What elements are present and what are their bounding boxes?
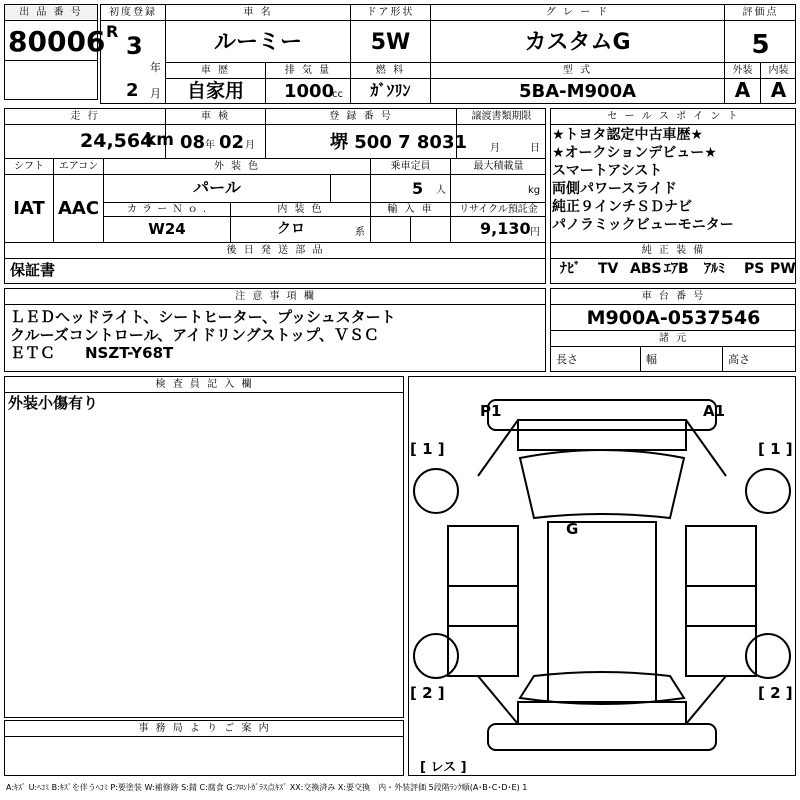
left-body-upper [448, 526, 518, 586]
plate-label: 登 録 番 号 [329, 111, 393, 122]
first-reg-year: 3 [126, 32, 143, 60]
car-diagram [408, 376, 796, 776]
label-right-1: [ 1 ] [758, 440, 793, 458]
label-a1: A1 [703, 402, 726, 420]
fuel-label: 燃 料 [375, 65, 406, 76]
windshield [520, 450, 684, 518]
equipment-item: ｴｱB [664, 261, 689, 277]
int-grade: A [770, 78, 787, 102]
front-bumper [488, 400, 716, 430]
label-right-2: [ 2 ] [758, 684, 793, 702]
wheel-rear-right [746, 634, 790, 678]
label-p1: P1 [480, 402, 502, 420]
history-label: 車 歴 [200, 65, 231, 76]
score-label: 評価点 [742, 7, 779, 18]
sales-point: 純正９インチＳＤナビ [552, 199, 692, 215]
width-label: 幅 [646, 353, 657, 366]
color-no: W24 [148, 220, 186, 238]
shift-label: シフト [14, 161, 44, 172]
notes-line: ＬＥＤヘッドライト、シートヒーター、プッシュスタート [10, 308, 396, 326]
legend: A:ｷｽﾞ U:ﾍｺﾐ B:ｷｽﾞを伴うﾍｺﾐ P:要塗装 W:補修跡 S:錆 C:腐食 G:ﾌﾛﾝﾄｶﾞﾗｽ点ｷｽﾞ XX:交換済み X:要交換 内・外装評価 5段階ﾗﾝｸ順(A･B･C･D･E) 1 [6, 783, 528, 792]
inspection-year: 08 [180, 132, 206, 153]
era: R [106, 22, 119, 41]
label-g: G [566, 520, 579, 538]
lot-number: 80006 [8, 25, 106, 58]
car-name: ルーミー [213, 30, 302, 55]
inspector-label: 検 査 員 記 入 欄 [155, 379, 254, 390]
notes-line: ＥＴＣ NSZT-Y68T [10, 344, 174, 362]
dims-label: 諸 元 [658, 333, 689, 344]
rear-window [520, 672, 684, 704]
wheel-front-left [414, 469, 458, 513]
lot-label: 出 品 番 号 [5, 6, 97, 19]
month-unit: 月 [150, 87, 161, 100]
right-body-lower [686, 586, 756, 626]
ext-color-label: 外 装 色 [213, 161, 261, 172]
roof [548, 522, 656, 702]
inspection-label: 車 検 [200, 111, 231, 122]
height-label: 高さ [728, 353, 750, 366]
office-label: 事 務 局 よ り ご 案 内 [138, 723, 271, 734]
equipment-item: ABS [630, 261, 662, 277]
ac-label: エアコン [58, 161, 99, 172]
capacity-label: 乗車定員 [390, 161, 431, 172]
year-unit: 年 [150, 61, 161, 74]
displacement-unit: cc [332, 89, 343, 100]
sales-point: ★オークションデビュー★ [552, 145, 717, 161]
load-label: 最大積載量 [473, 161, 524, 172]
shift: IAT [13, 198, 45, 219]
later-parts: 保証書 [10, 261, 56, 279]
mileage: 24,564 [80, 130, 154, 152]
sales-point: ★トヨタ認定中古車歴★ [552, 127, 704, 143]
hood [518, 420, 686, 450]
rear-hatch [518, 702, 686, 724]
recycle-unit: 円 [530, 227, 540, 238]
door-type: 5W [370, 30, 411, 55]
wheel-front-right [746, 469, 790, 513]
notes-label: 注 意 事 項 欄 [235, 291, 316, 302]
displacement: 1000 [284, 81, 335, 102]
recycle-fee: 9,130 [480, 219, 531, 238]
sales-point: 両側パワースライド [552, 181, 677, 197]
load-unit: kg [528, 185, 541, 196]
inspection-year-unit: 年 [205, 140, 215, 151]
displacement-label: 排 気 量 [284, 65, 332, 76]
int-color-unit: 系 [355, 227, 365, 238]
fuel: ｶﾞｿﾘﾝ [370, 81, 411, 100]
equipment-item: ﾅﾋﾞ [560, 261, 581, 277]
inspector-box [4, 376, 404, 718]
mileage-unit: km [145, 130, 175, 150]
notes-line: クルーズコントロール、アイドリングストップ、ＶＳＣ [10, 326, 379, 344]
transfer-label: 譲渡書類期限 [471, 111, 532, 122]
plate-number: 堺 500 7 8031 [330, 132, 467, 153]
grade-label: グ レ ー ド [545, 7, 610, 18]
label-left-2: [ 2 ] [410, 684, 445, 702]
equipment-item: ｱﾙﾐ [704, 261, 725, 277]
left-body-rear [448, 626, 518, 676]
inspection-month: 02 [219, 132, 245, 153]
chassis-number: M900A-0537546 [586, 307, 761, 329]
ext-grade: A [734, 78, 751, 102]
mileage-label: 走 行 [70, 111, 100, 122]
car-name-label: 車 名 [243, 7, 273, 18]
wheel-rear-left [414, 634, 458, 678]
equipment-item: PS [744, 261, 765, 277]
later-parts-label: 後 日 発 送 部 品 [226, 245, 325, 256]
length-label: 長さ [556, 353, 578, 366]
ext-color: パール [193, 178, 241, 197]
equipment-label: 純 正 装 備 [641, 245, 706, 256]
label-left-1: [ 1 ] [410, 440, 445, 458]
history: 自家用 [186, 80, 244, 102]
label-les: [ レス ] [420, 760, 467, 775]
color-no-label: カ ラ ー Ｎ ｏ . [126, 204, 208, 215]
first-reg-label: 初度登録 [109, 7, 157, 18]
sales-point: スマートアシスト [552, 163, 663, 179]
equipment-item: PW [770, 261, 796, 277]
transfer-day-unit: 日 [530, 143, 540, 154]
int-label: 内装 [768, 65, 789, 76]
import-label: 輸 入 車 [387, 204, 434, 215]
right-body-upper [686, 526, 756, 586]
inspection-month-unit: 月 [245, 140, 255, 151]
left-body-lower [448, 586, 518, 626]
equipment-item: TV [598, 261, 619, 277]
capacity: 5 [412, 179, 424, 198]
int-color: クロ [277, 221, 305, 237]
model-label: 型 式 [562, 65, 593, 76]
ext-label: 外装 [732, 65, 753, 76]
score: 5 [751, 30, 770, 60]
model: 5BA-M900A [518, 81, 637, 102]
right-body-rear [686, 626, 756, 676]
recycle-label: リサイクル預託金 [459, 204, 538, 215]
ac: AAC [57, 198, 100, 219]
sales-label: セ ー ル ス ポ イ ン ト [607, 111, 740, 122]
inspector-text: 外装小傷有り [8, 394, 99, 412]
int-color-label: 内 装 色 [277, 204, 324, 215]
chassis-label: 車 台 番 号 [641, 291, 706, 302]
transfer-month-unit: 月 [490, 143, 500, 154]
rear-bumper [488, 724, 716, 750]
capacity-unit: 人 [436, 185, 446, 196]
sales-point: パノラミックビューモニター [552, 217, 734, 233]
door-label: ドア形状 [366, 7, 415, 18]
grade: カスタムG [524, 30, 631, 55]
first-reg-month: 2 [126, 80, 139, 101]
